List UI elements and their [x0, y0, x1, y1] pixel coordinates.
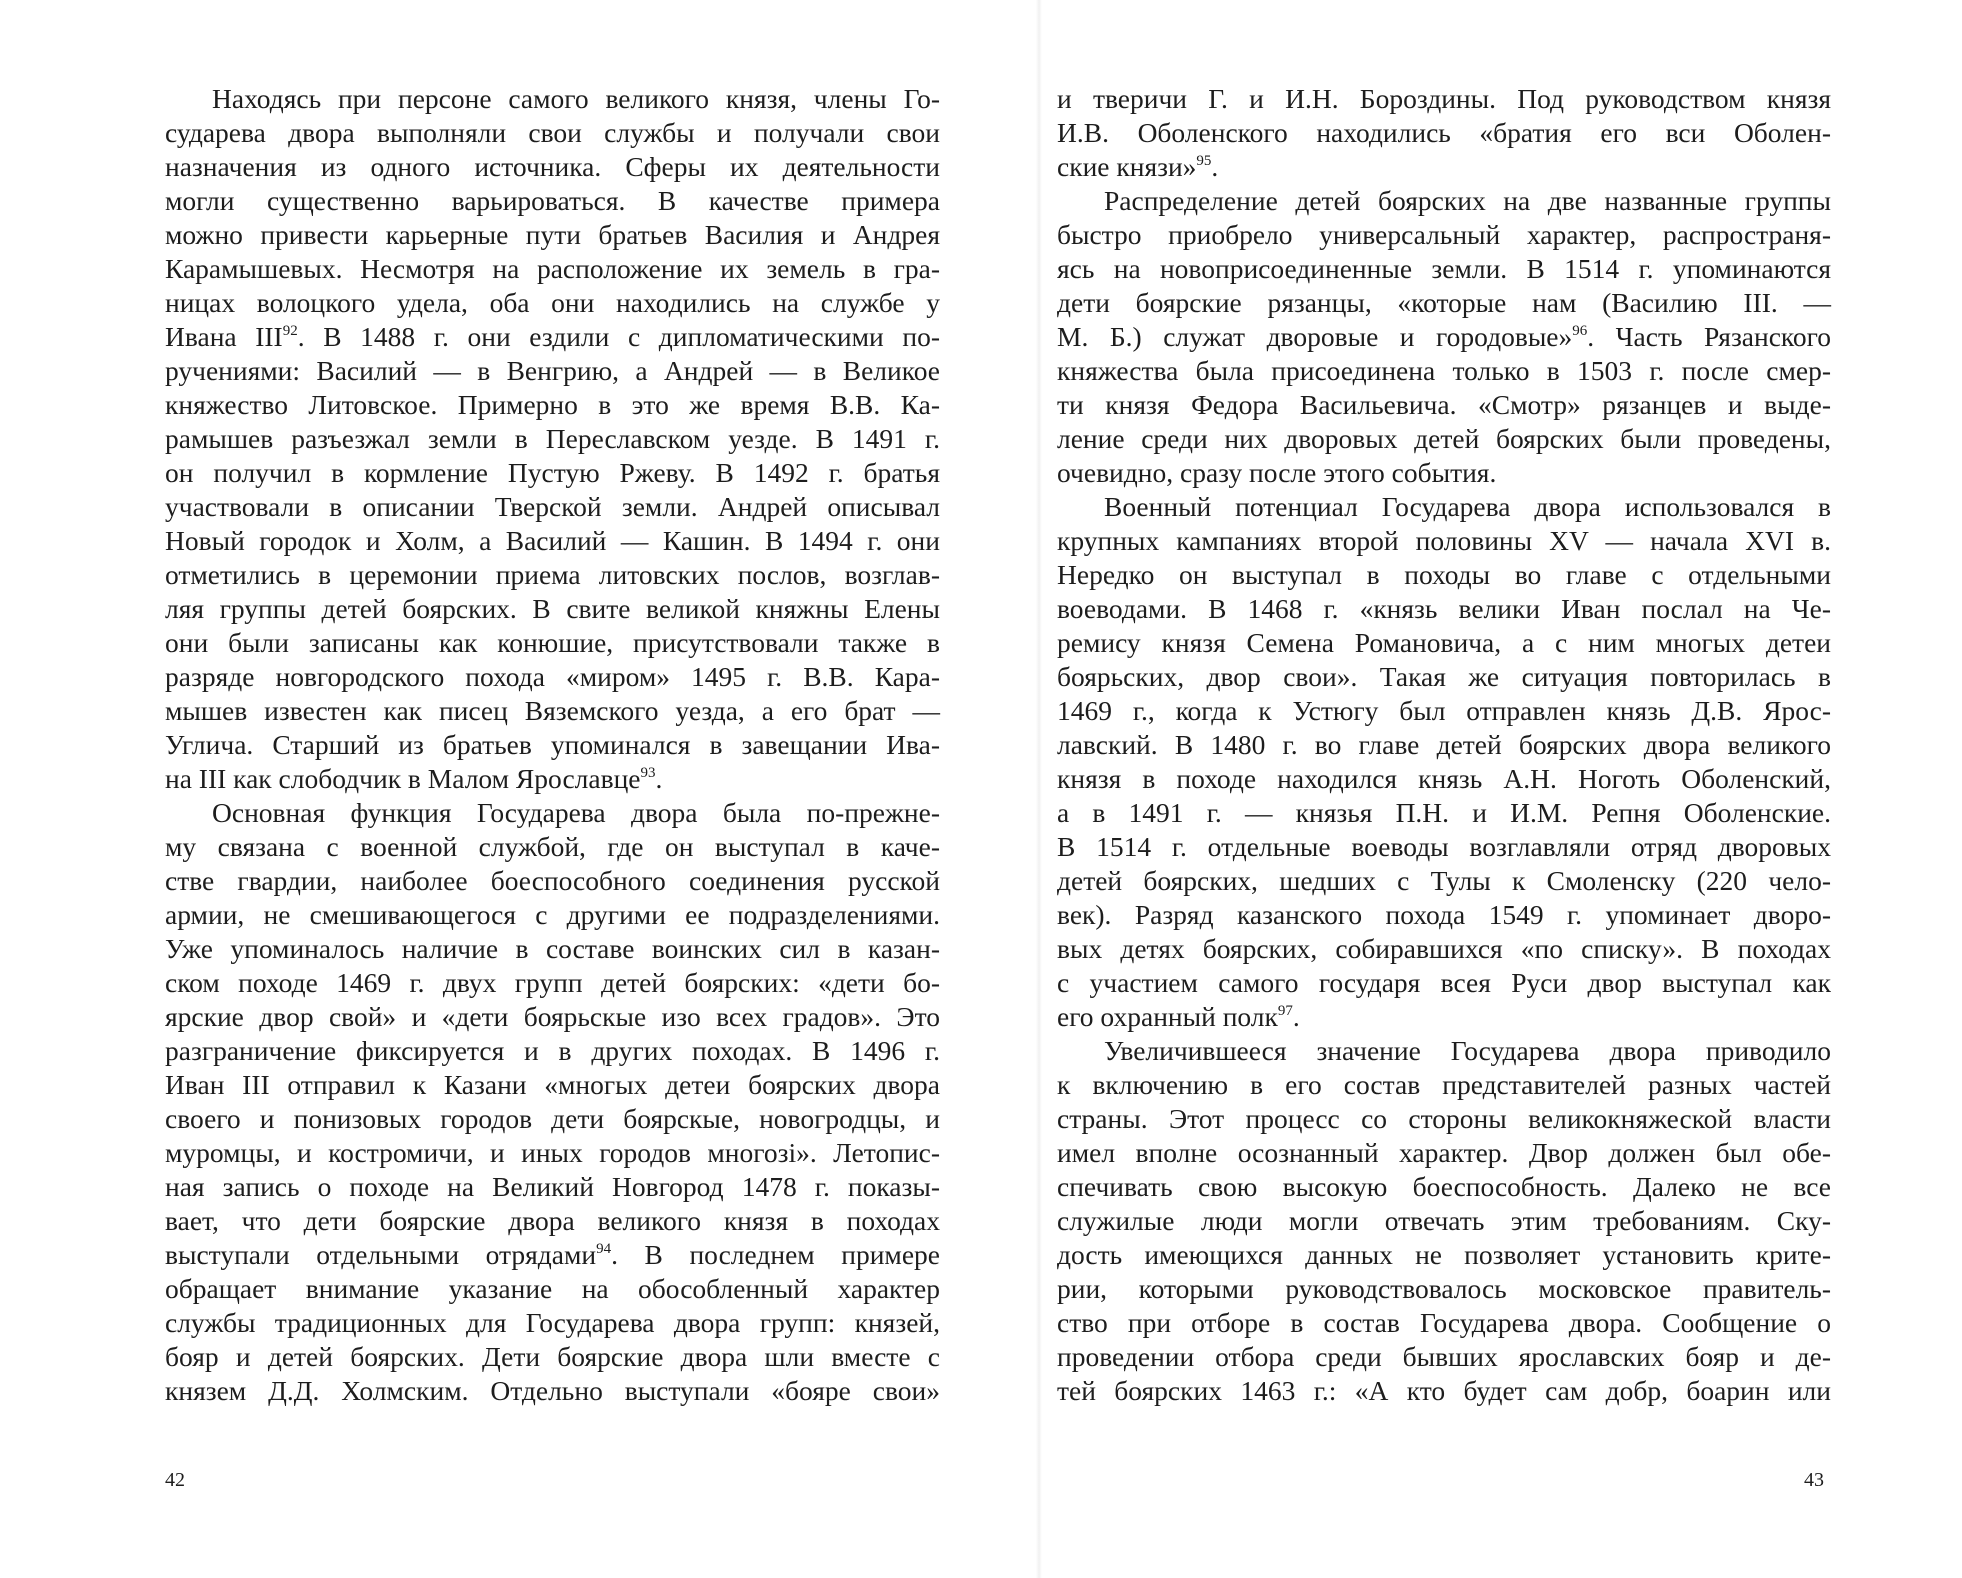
- text-line: разграничение фиксируется и в других походах. В 1496 г.: [165, 1035, 940, 1066]
- text-line: рии, которыми руководствовалось московское правитель-: [1057, 1273, 1831, 1304]
- text-line: можно привести карьерные пути братьев Василия и Андрея: [165, 219, 940, 250]
- text-line: бояр и детей боярских. Дети боярские двора шли вместе с: [165, 1341, 940, 1372]
- text-line: своего и понизовых городов дети боярскые, новогродцы, и: [165, 1103, 940, 1134]
- text-line: воеводами. В 1468 г. «князь велики Иван послал на Че-: [1057, 593, 1831, 624]
- text-line: Нередко он выступал в походы во главе с отдельными: [1057, 559, 1831, 590]
- left-page-number: 42: [165, 1469, 185, 1491]
- text-line: Углича. Старший из братьев упоминался в завещании Ива-: [165, 729, 940, 760]
- text-line: М. Б.) служат дворовые и городовые»$^{96}$. Часть Рязанского: [1057, 321, 1831, 352]
- text-line: боярьских, двор свои». Такая же ситуация повторилась в: [1057, 661, 1831, 692]
- text-line: ная запись о походе на Великий Новгород 1478 г. показы-: [165, 1171, 940, 1202]
- text-line: армии, не смешивающегося с другими ее подразделениями.: [165, 899, 940, 930]
- text-line: княжества была присоединена только в 1503 г. после смер-: [1057, 355, 1831, 386]
- text-line: мышев известен как писец Вяземского уезда, а его брат —: [165, 695, 940, 726]
- text-line: ляя группы детей боярских. В свите великой княжны Елены: [165, 593, 940, 624]
- right-page-number: 43: [1804, 1469, 1824, 1491]
- text-line: могли существенно варьироваться. В качестве примера: [165, 185, 940, 216]
- footnote-marker[interactable]: 92: [282, 323, 298, 339]
- text-line: Ивана III$^{92}$. В 1488 г. они ездили с дипломатическими по-: [165, 321, 940, 352]
- text-line: Новый городок и Холм, а Василий — Кашин. В 1494 г. они: [165, 525, 940, 556]
- text-line: ти князя Федора Васильевича. «Смотр» рязанцев и выде-: [1057, 389, 1831, 420]
- text-line: ручениями: Василий — в Венгрию, а Андрей — в Великое: [165, 355, 940, 386]
- text-line: участвовали в описании Тверской земли. Андрей описывал: [165, 491, 940, 522]
- text-line: ярские двор свой» и «дети боярьскые изо всех градов». Это: [165, 1001, 940, 1032]
- text-line: на III как слободчик в Малом Ярославце$^{93}$.: [165, 763, 663, 794]
- text-line: Основная функция Государева двора была по-прежне-: [212, 797, 940, 828]
- text-line: детей боярских, шедших с Тулы к Смоленску (220 чело-: [1057, 865, 1831, 896]
- right-page-text: [1057, 82, 1831, 1408]
- text-line: дети боярские рязанцы, «которые нам (Василию III. —: [1057, 287, 1831, 318]
- text-line: князем Д.Д. Холмским. Отдельно выступали «бояре свои»: [165, 1375, 940, 1406]
- text-line: муромцы, и костромичи, и иных городов многозі». Летопис-: [165, 1137, 940, 1168]
- footnote-marker[interactable]: 93: [640, 765, 656, 781]
- text-line: ские князи»$^{95}$.: [1057, 151, 1219, 182]
- text-line: служилые люди могли отвечать этим требованиям. Ску-: [1057, 1205, 1831, 1236]
- footnote-marker[interactable]: 96: [1572, 323, 1588, 339]
- text-line: стве гвардии, наиболее боеспособного соединения русской: [165, 865, 940, 896]
- text-line: назначения из одного источника. Сферы их деятельности: [165, 151, 940, 182]
- text-line: князя в походе находился князь А.Н. Ноготь Оболенский,: [1057, 763, 1831, 794]
- footnote-marker[interactable]: 95: [1196, 153, 1212, 169]
- text-line: быстро приобрело универсальный характер, распространя-: [1057, 219, 1831, 250]
- text-line: Распределение детей боярских на две названные группы: [1104, 185, 1831, 216]
- text-line: И.В. Оболенского находились «братия его вси Оболен-: [1057, 117, 1831, 148]
- text-line: Военный потенциал Государева двора использовался в: [1104, 491, 1831, 522]
- text-line: проведении отбора среди бывших ярославских бояр и де-: [1057, 1341, 1831, 1372]
- text-line: 1469 г., когда к Устюгу был отправлен князь Д.В. Ярос-: [1057, 695, 1831, 726]
- text-line: его охранный полк$^{97}$.: [1057, 1001, 1300, 1032]
- text-line: отметились в церемонии приема литовских послов, возглав-: [165, 559, 940, 590]
- text-line: ремису князя Семена Романовича, а с ним многых детеи: [1057, 627, 1831, 658]
- text-line: дость имеющихся данных не позволяет установить крите-: [1057, 1239, 1831, 1270]
- text-line: рамышев разъезжал земли в Переславском уезде. В 1491 г.: [165, 423, 940, 454]
- text-line: а в 1491 г. — князья П.Н. и И.М. Репня Оболенские.: [1057, 797, 1831, 828]
- text-line: Увеличившееся значение Государева двора приводило: [1104, 1035, 1831, 1066]
- text-line: му связана с военной службой, где он выступал в каче-: [165, 831, 940, 862]
- text-line: ницах волоцкого удела, оба они находились на службе у: [165, 287, 940, 318]
- text-line: он получил в кормление Пустую Ржеву. В 1492 г. братья: [165, 457, 940, 488]
- text-line: В 1514 г. отдельные воеводы возглавляли отряд дворовых: [1057, 831, 1831, 862]
- text-line: ство при отборе в состав Государева двора. Сообщение о: [1057, 1307, 1831, 1338]
- text-line: выступали отдельными отрядами$^{94}$. В последнем примере: [165, 1239, 940, 1270]
- text-line: ясь на новоприсоединенные земли. В 1514 г. упоминаются: [1057, 253, 1831, 284]
- left-page-text: [165, 82, 940, 1408]
- text-line: Уже упоминалось наличие в составе воинских сил в казан-: [165, 933, 940, 964]
- text-line: и тверичи Г. и И.Н. Бороздины. Под руководством князя: [1057, 83, 1831, 114]
- text-line: Находясь при персоне самого великого князя, члены Го-: [212, 83, 940, 114]
- text-line: обращает внимание указание на обособленный характер: [165, 1273, 940, 1304]
- text-line: к включению в его состав представителей разных частей: [1057, 1069, 1831, 1100]
- text-line: разряде новгородского похода «миром» 1495 г. В.В. Кара-: [165, 661, 940, 692]
- text-line: тей боярских 1463 г.: «А кто будет сам добр, боарин или: [1057, 1375, 1831, 1406]
- text-line: крупных кампаниях второй половины XV — начала XVI в.: [1057, 525, 1831, 556]
- text-line: Иван III отправил к Казани «многых детеи боярских двора: [165, 1069, 940, 1100]
- text-line: ском походе 1469 г. двух групп детей боярских: «дети бо-: [165, 967, 940, 998]
- text-line: с участием самого государя всея Руси двор выступал как: [1057, 967, 1831, 998]
- text-line: страны. Этот процесс со стороны великокняжеской власти: [1057, 1103, 1831, 1134]
- text-line: спечивать свою высокую боеспособность. Далеко не все: [1057, 1171, 1831, 1202]
- text-line: они были записаны как конюшие, присутствовали также в: [165, 627, 940, 658]
- text-line: вает, что дети боярские двора великого князя в походах: [165, 1205, 940, 1236]
- footnote-marker[interactable]: 97: [1277, 1003, 1293, 1019]
- text-line: Карамышевых. Несмотря на расположение их земель в гра-: [165, 253, 940, 284]
- text-line: век). Разряд казанского похода 1549 г. упоминает дворо-: [1057, 899, 1831, 930]
- text-line: ление среди них дворовых детей боярских были проведены,: [1057, 423, 1831, 454]
- text-line: лавский. В 1480 г. во главе детей боярских двора великого: [1057, 729, 1831, 760]
- footnote-marker[interactable]: 94: [596, 1241, 612, 1257]
- text-line: службы традиционных для Государева двора групп: князей,: [165, 1307, 940, 1338]
- text-line: вых детях боярских, собиравшихся «по списку». В походах: [1057, 933, 1831, 964]
- text-line: очевидно, сразу после этого события.: [1057, 457, 1497, 488]
- text-line: княжество Литовское. Примерно в это же время В.В. Ка-: [165, 389, 940, 420]
- text-line: имел вполне осознанный характер. Двор должен был обе-: [1057, 1137, 1831, 1168]
- text-line: сударева двора выполняли свои службы и получали свои: [165, 117, 940, 148]
